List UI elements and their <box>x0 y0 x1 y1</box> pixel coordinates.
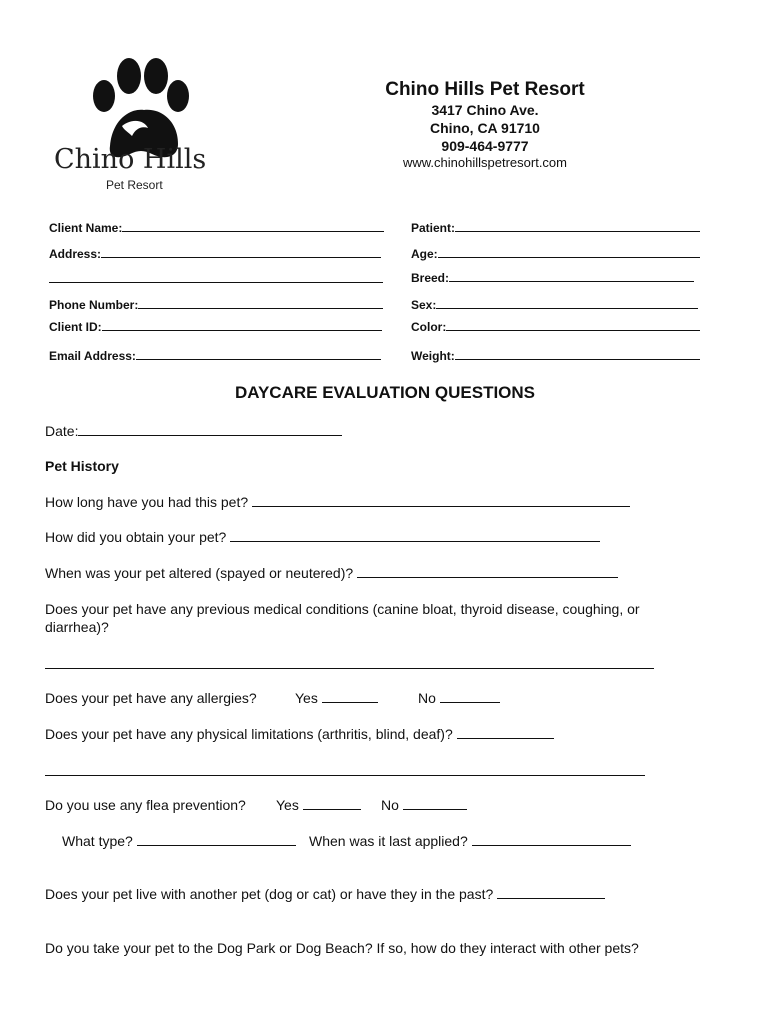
allergies-question <box>45 690 257 706</box>
patient-field[interactable] <box>411 221 700 235</box>
address-field[interactable] <box>49 247 381 261</box>
address-line-2: Chino, CA 91710 <box>430 120 540 136</box>
email-address-field[interactable] <box>49 349 381 363</box>
other-pet-label: Does your pet live with another pet (dog or cat) or have they in the past? <box>45 886 494 902</box>
how-long-label: How long have you had this pet? <box>45 494 249 510</box>
client-id-label: Client ID: <box>49 320 102 334</box>
flea-question <box>45 797 246 813</box>
patient-label: Patient: <box>411 221 456 235</box>
other-pet-question[interactable] <box>45 886 605 902</box>
address-field-line-2[interactable] <box>49 272 383 286</box>
flea-type-field[interactable] <box>62 833 296 849</box>
phone-number-label: Phone Number: <box>49 298 139 312</box>
allergies-label: Does your pet have any allergies? <box>45 690 257 706</box>
what-type-label: What type? <box>62 833 133 849</box>
flea-label: Do you use any flea prevention? <box>45 797 246 813</box>
allergies-no-label: No <box>418 690 436 706</box>
medical-answer-line[interactable] <box>45 656 654 672</box>
date-field[interactable] <box>45 423 342 439</box>
limitations-question[interactable] <box>45 726 554 742</box>
address-label: Address: <box>49 247 102 261</box>
color-field[interactable] <box>411 320 700 334</box>
email-address-label: Email Address: <box>49 349 136 363</box>
paw-dog-silhouette-icon <box>52 48 220 198</box>
client-id-field[interactable] <box>49 320 382 334</box>
website: www.chinohillspetresort.com <box>402 155 567 170</box>
resort-logo <box>52 48 220 198</box>
flea-no[interactable] <box>381 797 467 813</box>
weight-field[interactable] <box>411 349 700 363</box>
phone-number-field[interactable] <box>49 298 383 312</box>
age-field[interactable] <box>411 247 700 261</box>
date-label: Date: <box>45 423 79 439</box>
flea-yes[interactable] <box>276 797 361 813</box>
last-applied-label: When was it last applied? <box>309 833 468 849</box>
breed-field[interactable] <box>411 271 694 285</box>
limitations-label: Does your pet have any physical limitations (arthritis, blind, deaf)? <box>45 726 453 742</box>
how-obtain-label: How did you obtain your pet? <box>45 529 227 545</box>
address-line-1: 3417 Chino Ave. <box>431 102 539 118</box>
altered-question[interactable] <box>45 565 618 581</box>
form-title: DAYCARE EVALUATION QUESTIONS <box>234 383 536 402</box>
logo-subtext: Pet Resort <box>106 178 163 192</box>
client-name-label: Client Name: <box>49 221 123 235</box>
flea-last-applied-field[interactable] <box>309 833 631 849</box>
allergies-yes[interactable] <box>295 690 378 706</box>
how-long-question[interactable] <box>45 494 630 510</box>
limitations-answer-line[interactable] <box>45 763 645 779</box>
phone-number: 909-464-9777 <box>441 138 529 154</box>
client-name-field[interactable] <box>49 221 384 235</box>
resort-name: Chino Hills Pet Resort <box>385 79 585 100</box>
allergies-no[interactable] <box>418 690 500 706</box>
section-pet-history: Pet History <box>45 458 119 474</box>
allergies-yes-label: Yes <box>295 690 318 706</box>
weight-label: Weight: <box>411 349 455 363</box>
logo-text: Chino Hills <box>54 144 207 175</box>
sex-label: Sex: <box>411 298 437 312</box>
age-label: Age: <box>411 247 438 261</box>
medical-question-line-1: Does your pet have any previous medical conditions (canine bloat, thyroid disease, coughing, or <box>45 601 640 617</box>
altered-label: When was your pet altered (spayed or neutered)? <box>45 565 354 581</box>
breed-label: Breed: <box>411 271 450 285</box>
color-label: Color: <box>411 320 447 334</box>
flea-yes-label: Yes <box>276 797 299 813</box>
flea-no-label: No <box>381 797 399 813</box>
sex-field[interactable] <box>411 298 698 312</box>
dog-park-question: Do you take your pet to the Dog Park or Dog Beach? If so, how do they interact with other pets? <box>45 940 639 956</box>
how-obtain-question[interactable] <box>45 529 600 545</box>
medical-question-line-2: diarrhea)? <box>45 619 109 635</box>
